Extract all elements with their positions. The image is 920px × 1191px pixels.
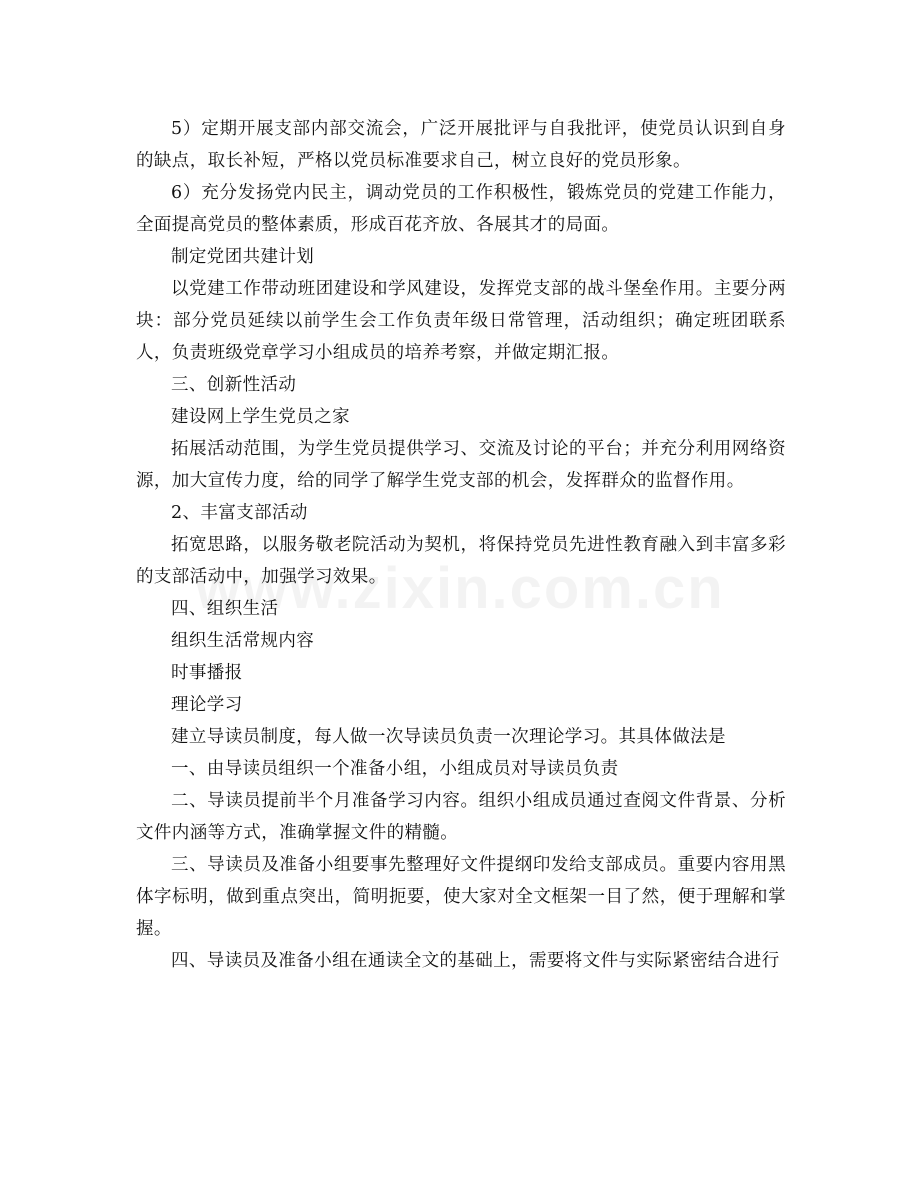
section-heading: 四、组织生活 xyxy=(171,599,279,619)
document-page xyxy=(136,113,786,977)
section-heading: 三、创新性活动 xyxy=(171,375,297,395)
paragraph: 建立导读员制度，每人做一次导读员负责一次理论学习。其具体做法是 xyxy=(171,727,726,747)
paragraph: 6）充分发扬党内民主，调动党员的工作积极性，锻炼党员的党建工作能力，全面提高党员的整体素质，形成百花齐放、各展其才的局面。 xyxy=(136,183,786,235)
paragraph: 拓宽思路，以服务敬老院活动为契机，将保持党员先进性教育融入到丰富多彩的支部活动中，加强学习效果。 xyxy=(136,535,786,587)
paragraph: 四、导读员及准备小组在通读全文的基础上，需要将文件与实际紧密结合进行 xyxy=(171,951,780,971)
paragraph: 一、由导读员组织一个准备小组，小组成员对导读员负责 xyxy=(171,759,619,779)
section-heading: 时事播报 xyxy=(171,663,243,683)
paragraph: 三、导读员及准备小组要事先整理好文件提纲印发给支部成员。重要内容用黑体字标明，做到重点突出，简明扼要，使大家对全文框架一目了然，便于理解和掌握。 xyxy=(136,855,786,939)
paragraph: 二、导读员提前半个月准备学习内容。组织小组成员通过查阅文件背景、分析文件内涵等方式，准确掌握文件的精髓。 xyxy=(136,791,786,843)
section-heading: 建设网上学生党员之家 xyxy=(171,407,350,427)
paragraph: 以党建工作带动班团建设和学风建设，发挥党支部的战斗堡垒作用。主要分两块：部分党员延续以前学生会工作负责年级日常管理，活动组织；确定班团联系人，负责班级党章学习小组成员的培养考察，并做定期汇报。 xyxy=(136,279,786,363)
section-heading: 理论学习 xyxy=(171,695,243,715)
section-heading: 组织生活常规内容 xyxy=(171,631,315,651)
paragraph: 5）定期开展支部内部交流会，广泛开展批评与自我批评，使党员认识到自身的缺点，取长补短，严格以党员标准要求自己，树立良好的党员形象。 xyxy=(136,119,786,171)
section-heading: 制定党团共建计划 xyxy=(171,247,315,267)
section-heading: 2、丰富支部活动 xyxy=(171,503,308,523)
paragraph: 拓展活动范围，为学生党员提供学习、交流及讨论的平台；并充分利用网络资源，加大宣传力度，给的同学了解学生党支部的机会，发挥群众的监督作用。 xyxy=(136,439,786,491)
